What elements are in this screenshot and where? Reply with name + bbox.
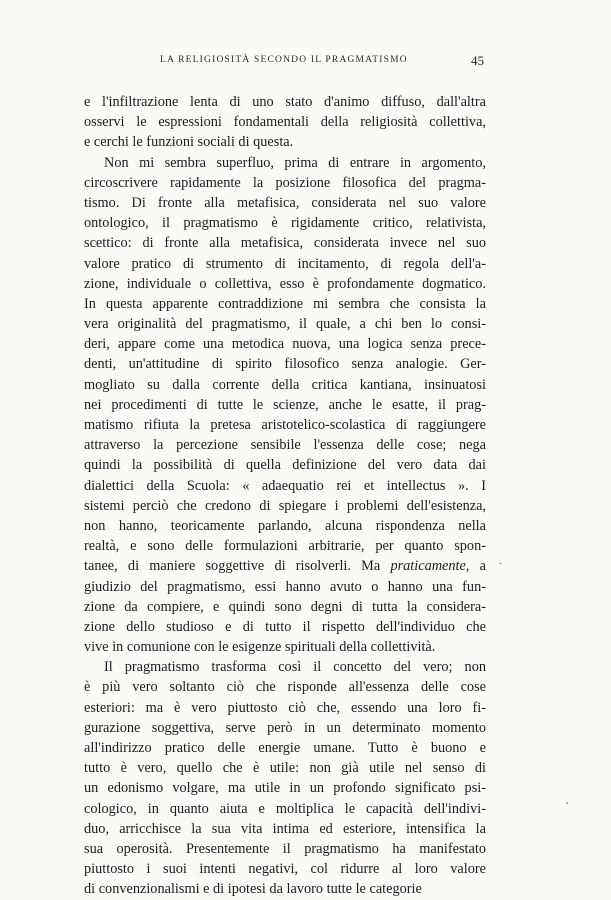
text-line: giudizio del pragmatismo, essi hanno avuto o hanno una fun- bbox=[84, 578, 486, 595]
text-line: esteriori: ma è vero piuttosto ciò che, essendo una loro fi- bbox=[84, 699, 486, 716]
paper-speck bbox=[566, 802, 568, 804]
text-line: matismo rifiuta la pretesa aristotelico-scolastica di raggiungere bbox=[84, 417, 486, 433]
text-line: di convenzionalismi e di ipotesi da lavoro tutte le categorie bbox=[84, 881, 422, 898]
text-line: zione, individuale o collettiva, esso è profondamente dogmatico. bbox=[84, 275, 486, 292]
text-line: nei procedimenti di tutte le scienze, anche le esatte, il prag- bbox=[84, 396, 486, 413]
paragraph bbox=[84, 153, 486, 658]
text-line: all'indirizzo pratico delle energie umane. Tutto è buono e bbox=[84, 740, 486, 756]
text-line: zione da compiere, e quindi sono degni di tutta la considera- bbox=[84, 598, 486, 615]
body-text bbox=[84, 92, 486, 900]
text-line: vera originalità del pragmatismo, il quale, a chi ben lo consi- bbox=[84, 316, 486, 333]
text-line: tanee, di maniere soggettive di risolverli. Ma praticamente, a bbox=[84, 558, 486, 575]
text-line: ontologico, il pragmatismo è rigidamente critico, relativista, bbox=[84, 215, 486, 232]
page-number: 45 bbox=[471, 53, 484, 68]
text-line: piuttosto i suoi intenti negativi, col ridurre al loro valore bbox=[84, 861, 486, 878]
text-line: duo, arricchisce la sua vita intima ed esteriore, intensifica la bbox=[84, 820, 486, 837]
text-line: non hanno, teoricamente parlando, alcuna rispondenza nella bbox=[84, 517, 486, 534]
running-head: LA RELIGIOSITÀ SECONDO IL PRAGMATISMO bbox=[160, 55, 408, 65]
text-line: vive in comunione con le esigenze spirituali della collettività. bbox=[84, 639, 436, 656]
text-line: sistemi perciò che credono di spiegare i problemi dell'esistenza, bbox=[84, 497, 486, 514]
paragraph bbox=[84, 92, 486, 153]
text-line: In questa apparente contraddizione mi sembra che consista la bbox=[84, 295, 486, 312]
text-line: tutto è vero, quello che è utile: non già utile nel senso di bbox=[84, 760, 486, 777]
text-line: è più vero soltanto ciò che risponde all'essenza delle cose bbox=[84, 679, 486, 696]
text-line: quindi la possibilità di quella definizione del vero data dai bbox=[84, 457, 486, 474]
text-line: denti, un'attitudine di spirito filosofico senza analogie. Ger- bbox=[84, 356, 486, 373]
text-line: deri, appare come una metodica nuova, una logica senza prece- bbox=[84, 336, 486, 353]
text-line: dialettici della Scuola: « adaequatio rei et intellectus ». I bbox=[84, 477, 486, 494]
text-line: scettico: di fronte alla metafisica, considerata invece nel suo bbox=[84, 235, 486, 252]
text-line: e l'infiltrazione lenta di uno stato d'animo diffuso, dall'altra bbox=[84, 94, 486, 110]
text-line: tismo. Di fronte alla metafisica, considerata nel suo valore bbox=[84, 194, 486, 211]
text-line: attraverso la percezione sensibile l'essenza delle cose; nega bbox=[84, 437, 486, 454]
text-line: un edonismo volgare, ma utile in un profondo significato psi- bbox=[84, 780, 486, 797]
paragraph bbox=[84, 657, 486, 899]
text-line: osservi le espressioni fondamentali della religiosità collettiva, bbox=[84, 114, 486, 131]
text-line: realtà, e sono delle formulazioni arbitrarie, per quanto spon- bbox=[84, 538, 486, 555]
emphasis: praticamente bbox=[390, 558, 466, 575]
text-line: Non mi sembra superfluo, prima di entrare in argomento, bbox=[104, 154, 486, 171]
text-line: gurazione soggettiva, serve però in un determinato momento bbox=[84, 719, 486, 736]
text-line: sua operosità. Presentemente il pragmatismo ha manifestato bbox=[84, 840, 486, 857]
text-line: valore pratico di strumento di incitamento, di regola dell'a- bbox=[84, 255, 486, 272]
paper-speck bbox=[499, 563, 502, 564]
text-line: mogliato su dalla corrente della critica kantiana, insinuatosi bbox=[84, 376, 486, 393]
text-line: zione dello studioso e di tutto il rispetto dell'individuo che bbox=[84, 618, 486, 635]
text-line: cologico, in quanto aiuta e moltiplica le capacità dell'indivi- bbox=[84, 800, 486, 817]
text-line: e cerchi le funzioni sociali di questa. bbox=[84, 134, 294, 151]
text-line: circoscrivere rapidamente la posizione filosofica del pragma- bbox=[84, 174, 486, 191]
text-line: Il pragmatismo trasforma così il concetto del vero; non bbox=[104, 659, 486, 676]
page-header bbox=[0, 55, 611, 71]
